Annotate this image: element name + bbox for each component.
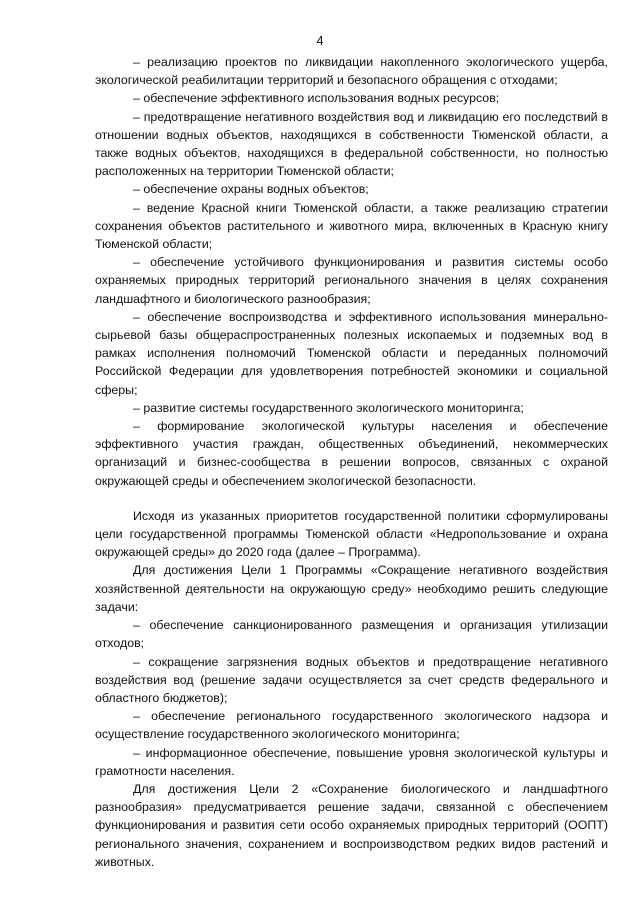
goal1-task-item: – информационное обеспечение, повышение уровня экологической культуры и грамотности населения.	[95, 745, 608, 778]
goals-intro-paragraph: Исходя из указанных приоритетов государственной политики сформулированы цели государственной программы Тюменской области «Недропользование и охрана окружающей среды» до 2020 года (далее – Программа).	[95, 508, 608, 560]
goal1-intro-paragraph: Для достижения Цели 1 Программы «Сокращение негативного воздействия хозяйственной деятельности на окружающую среду» необходимо решить следующие задачи:	[95, 563, 608, 614]
paragraph-gap	[95, 490, 608, 507]
priority-item: – обеспечение устойчивого функционирования и развития системы особо охраняемых природных территорий регионального значения в целях сохранения ландшафтного и биологического разнообразия;	[95, 255, 608, 306]
document-body	[95, 53, 608, 871]
priority-item: – обеспечение эффективного использования водных ресурсов;	[133, 91, 500, 106]
goal1-task-item: – обеспечение регионального государственного экологического надзора и осуществление государственного экологического мониторинга;	[95, 709, 608, 742]
priority-item: – предотвращение негативного воздействия вод и ликвидацию его последствий в отношении водных объектов, находящихся в собственности Тюменской области, а также водных объектов, находящихся в федеральной собственности, но полностью расположенных на территории Тюменской области;	[95, 109, 608, 179]
priority-item: – обеспечение воспроизводства и эффективного использования минерально-сырьевой базы общераспространенных полезных ископаемых и подземных вод в рамках исполнения полномочий Тюменской области и переданных полномочий Российской Федерации для удовлетворения потребностей экономики и социальной сферы;	[95, 309, 608, 397]
priority-item: – развитие системы государственного экологического мониторинга;	[133, 400, 524, 415]
goal1-task-item: – обеспечение санкционированного размещения и организация утилизации отходов;	[95, 618, 608, 651]
priority-item: – ведение Красной книги Тюменской области, а также реализацию стратегии сохранения объектов растительного и животного мира, включенных в Красную книгу Тюменской области;	[95, 200, 608, 252]
priority-item: – обеспечение охраны водных объектов;	[133, 182, 369, 197]
goal1-task-item: – сокращение загрязнения водных объектов и предотвращение негативного воздействия вод (решение задачи осуществляется за счет средств федерального и областного бюджетов);	[95, 654, 608, 705]
page-number: 4	[316, 33, 324, 48]
priority-item: – реализацию проектов по ликвидации накопленного экологического ущерба, экологической реабилитации территорий и безопасного обращения с отходами;	[95, 55, 608, 88]
goal2-paragraph: Для достижения Цели 2 «Сохранение биологического и ландшафтного разнообразия» предусматривается решение задачи, связанной с обеспечением функционирования и развития сети особо охраняемых природных территорий (ООПТ) регионального значения, сохранением и воспроизводством редких видов растений и животных.	[95, 781, 608, 869]
priority-item: – формирование экологической культуры населения и обеспечение эффективного участия граждан, общественных объединений, некоммерческих организаций и бизнес-сообщества в решении вопросов, связанных с охраной окружающей среды и обеспечением экологической безопасности.	[95, 419, 608, 488]
